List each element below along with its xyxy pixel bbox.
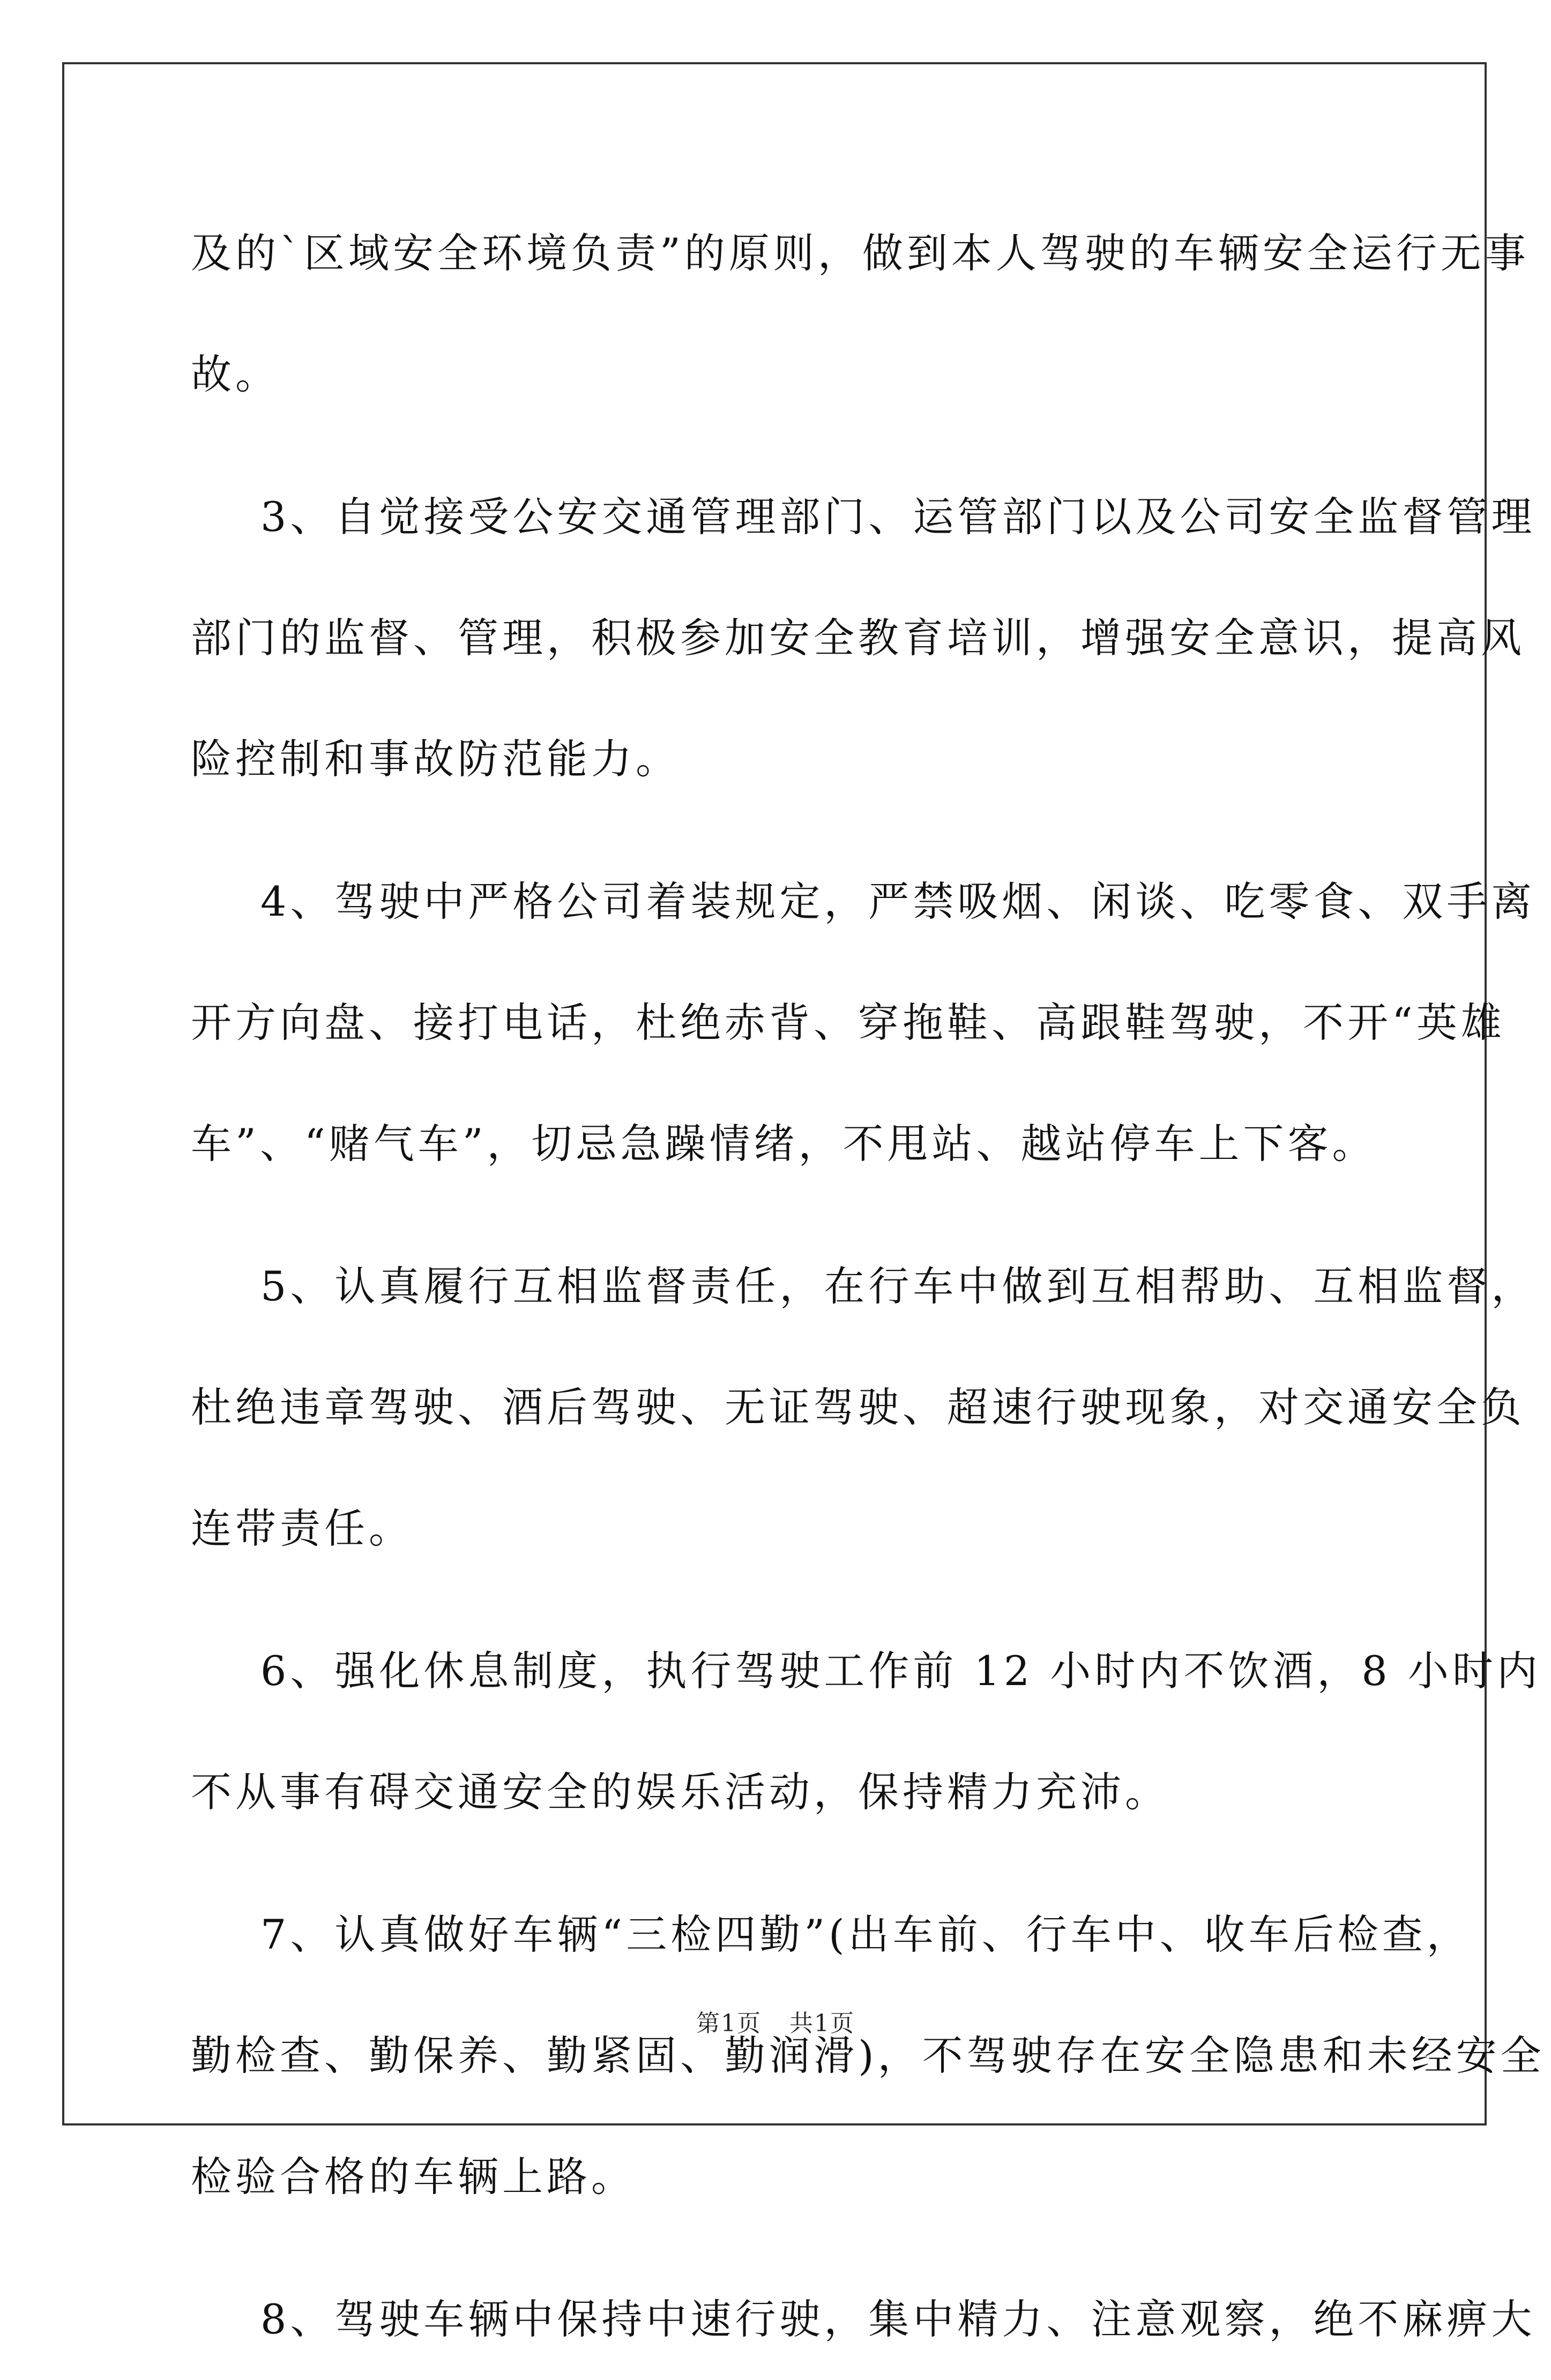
text-line: 4、驾驶中严格公司着装规定，严禁吸烟、闲谈、吃零食、双手离 <box>260 878 1536 925</box>
text-line: 连带责任。 <box>191 1505 413 1552</box>
text-line: 7、认真做好车辆“三检四勤”(出车前、行车中、收车后检查， <box>260 1911 1471 1958</box>
text-line: 6、强化休息制度，执行驾驶工作前 12 小时内不饮酒，8 小时内 <box>260 1647 1541 1695</box>
document-body <box>191 193 1545 2380</box>
paragraph <box>191 193 1530 435</box>
page-total: 共1页 <box>789 2010 855 2037</box>
paragraph <box>191 1226 1536 1589</box>
text-line: 杜绝违章驾驶、酒后驾驶、无证驾驶、超速行驶现象，对交通安全负 <box>191 1383 1525 1431</box>
paragraph <box>191 841 1536 1204</box>
text-line: 故。 <box>191 350 280 398</box>
paragraph <box>191 1611 1541 1853</box>
text-line: 不从事有碍交通安全的娱乐活动，保持精力充沛。 <box>191 1768 1169 1816</box>
text-line: 8、驾驶车辆中保持中速行驶，集中精力、注意观察，绝不麻痹大 <box>260 2295 1536 2343</box>
text-line: 5、认真履行互相监督责任，在行车中做到互相帮助、互相监督， <box>260 1262 1536 1310</box>
text-line: 车”、“赌气车”，切忌急躁情绪，不甩站、越站停车上下客。 <box>191 1120 1377 1167</box>
page-number: 第1页 <box>696 2010 762 2037</box>
page-footer <box>0 2004 1551 2038</box>
text-line: 险控制和事故防范能力。 <box>191 735 680 783</box>
paragraph <box>191 456 1536 820</box>
paragraph <box>191 2259 1536 2380</box>
text-line: 及的`区域安全环境负责”的原则，做到本人驾驶的车辆安全运行无事 <box>191 229 1530 277</box>
text-line: 检验合格的车辆上路。 <box>191 2153 636 2201</box>
text-line: 部门的监督、管理，积极参加安全教育培训，增强安全意识，提高风 <box>191 614 1525 662</box>
text-line: 勤检查、勤保养、勤紧固、勤润滑)，不驾驶存在安全隐患和未经安全 <box>191 2032 1545 2079</box>
paragraph <box>191 1874 1545 2237</box>
text-line: 开方向盘、接打电话，杜绝赤背、穿拖鞋、高跟鞋驾驶，不开“英雄 <box>191 999 1505 1046</box>
text-line: 3、自觉接受公安交通管理部门、运管部门以及公司安全监督管理 <box>260 493 1536 541</box>
